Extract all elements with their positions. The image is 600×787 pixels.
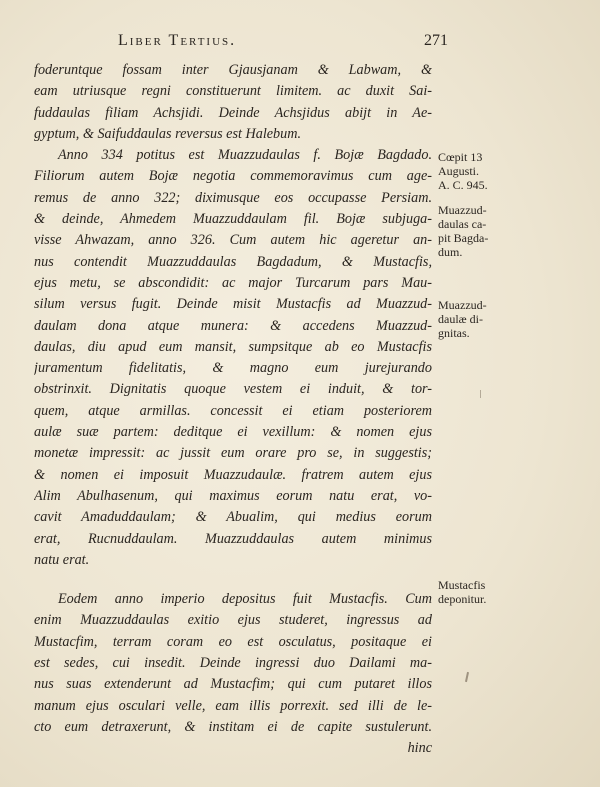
margin-note-deponitur	[438, 578, 508, 606]
text-line: Eodem anno imperio depositus fuit Mustacfis. Cum	[58, 591, 432, 608]
text-line: nus suas extenderunt ad Mustacfim; qui cum putaret illos	[34, 676, 432, 693]
text-line: ejus metu, se abscondidit: ac major Turcarum pars Mau-	[34, 274, 432, 291]
text-line: remus de anno 322; diximusque eos occupasse Persiam.	[34, 189, 432, 206]
margin-note-line: Muazzud-	[438, 203, 487, 217]
text-line: daulam dona atque munera: & accedens Muazzud-	[34, 317, 432, 334]
margin-note-line: daulæ di-	[438, 312, 483, 326]
margin-note-line: Muazzud-	[438, 298, 487, 312]
text-line: eam utriusque regni constituerunt limitem. ac duxit Sai-	[34, 83, 432, 100]
margin-note-line: Augusti.	[438, 164, 480, 178]
text-line: enim Muazzuddaulas exitio ejus studeret, ingressus ad	[34, 612, 432, 629]
text-line: juramentum fidelitatis, & magno eum jurejurando	[34, 360, 432, 377]
text-line: monetæ impressit: ac jussit eum orare pro se, in suggestis;	[34, 445, 432, 462]
text-line: est sedes, cui insedit. Deinde ingressi duo Dailami ma-	[34, 655, 432, 672]
page-number: 271	[424, 32, 448, 49]
margin-note-date	[438, 150, 508, 192]
margin-note-line: deponitur.	[438, 592, 487, 606]
text-line: Anno 334 potitus est Muazzudaulas f. Bojæ Bagdado.	[58, 147, 432, 164]
margin-note-line: A. C. 945.	[438, 178, 488, 192]
catchword: hinc	[407, 740, 432, 757]
paragraph-2	[34, 145, 432, 571]
margin-note-dignitas	[438, 298, 508, 340]
text-line: gyptum, & Saifuddaulas reversus est Halebum.	[34, 125, 302, 142]
text-line: cavit Amaduddaulam; & Abualim, qui medius eorum	[34, 509, 432, 526]
margin-note-line: dum.	[438, 245, 463, 259]
paragraph-gap	[34, 571, 432, 589]
margin-note-line: Mustacfis	[438, 578, 486, 592]
text-line: fuddaulas filiam Achsjidi. Deinde Achsjidus abijt in Ae-	[34, 104, 432, 121]
text-line: Alim Abulhasenum, qui maximus eorum natu erat, vo-	[34, 487, 432, 504]
text-line: foderuntque fossam inter Gjausjanam & Labwam, &	[34, 62, 432, 78]
paragraph-1	[34, 60, 432, 145]
margin-note-baghdad	[438, 203, 508, 259]
text-line: & nomen ei imposuit Muazzudaulæ. fratrem autem ejus	[34, 466, 432, 483]
ink-speck	[465, 672, 469, 682]
main-text-column	[34, 60, 432, 760]
text-line: Filiorum autem Bojæ negotia commemoravimus cum age-	[34, 168, 432, 185]
text-line: visse Ahwazam, anno 326. Cum autem hic ageretur an-	[34, 232, 432, 249]
text-line: & deinde, Ahmedem Muazzuddaulam fil. Bojæ subjuga-	[34, 211, 432, 228]
text-line: quem, atque armillas. concessit ei etiam posteriorem	[34, 402, 432, 419]
margin-note-line: pit Bagda-	[438, 231, 489, 245]
text-line: obstrinxit. Dignitatis quoque vestem ei induit, & tor-	[34, 381, 432, 398]
text-line: cto eum detraxerunt, & institam ei de capite sustulerunt.	[34, 718, 432, 735]
margin-note-line: gnitas.	[438, 326, 470, 340]
text-line: aulæ suæ partem: deditque ei vexillum: & nomen ejus	[34, 424, 432, 441]
text-line: silum versus fugit. Deinde misit Mustacfis ad Muazzud-	[34, 296, 432, 313]
text-line: natu erat.	[34, 551, 90, 568]
margin-note-line: Cœpit 13	[438, 150, 483, 164]
running-head: Liber Tertius.	[118, 32, 237, 49]
text-line: daulas, diu apud eum mansit, sumpsitque ab eo Mustacfis	[34, 338, 432, 355]
page-header	[118, 32, 448, 56]
ink-speck	[480, 390, 481, 398]
paragraph-3	[34, 589, 432, 738]
text-line: manum ejus osculari velle, eam illis porrexit. sed illi de le-	[34, 697, 432, 714]
text-line: nus contendit Muazzuddaulas Bagdadum, & Mustacfis,	[34, 253, 432, 270]
margin-note-line: daulas ca-	[438, 217, 487, 231]
text-line: erat, Rucnuddaulam. Muazzuddaulas autem minimus	[34, 530, 432, 547]
text-line: Mustacfim, terram coram eo est osculatus, positaque ei	[34, 633, 432, 650]
